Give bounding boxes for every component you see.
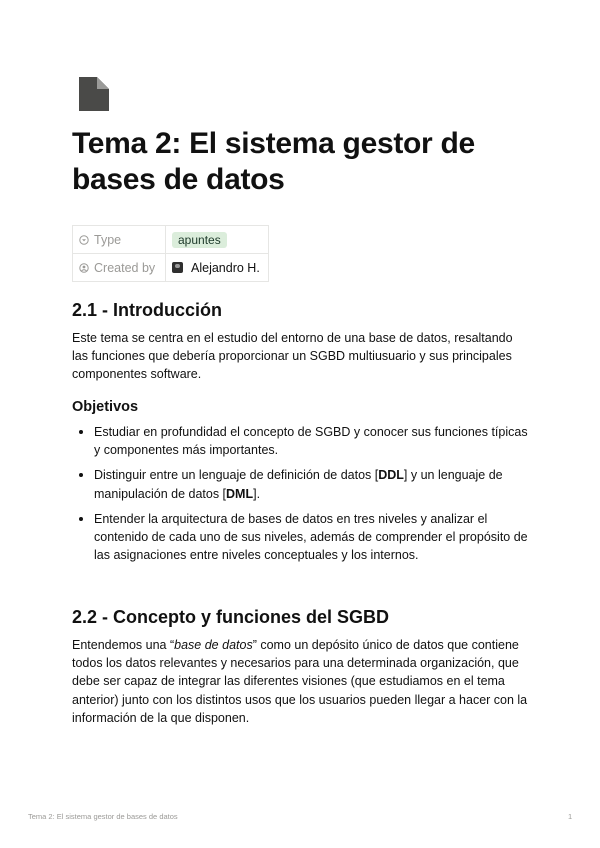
footer-title: Tema 2: El sistema gestor de bases de datos bbox=[28, 812, 178, 821]
author-name: Alejandro H. bbox=[191, 260, 260, 275]
list-item-text: Estudiar en profundidad el concepto de SGBD y conocer sus funciones típicas y componentes más importantes. bbox=[94, 425, 528, 458]
dml-term: DML bbox=[226, 486, 254, 501]
list-item-text: Distinguir entre un lenguaje de definición de datos [ bbox=[94, 468, 379, 483]
paragraph-text: ” como un depósito único de datos que contiene todos los datos relevantes y necesarios para una determinada organización, que debe ser capaz de integrar las diferentes visiones (que estudiamos en el tema anterior) junto con los distintos usos que los usuarios pueden llegar a hacer con la información de la que disponen. bbox=[72, 638, 528, 725]
properties-table bbox=[72, 225, 269, 282]
property-value-type[interactable] bbox=[166, 226, 269, 254]
property-key-type[interactable] bbox=[73, 226, 166, 254]
list-item-text: ]. bbox=[253, 486, 261, 501]
ddl-term: DDL bbox=[378, 468, 404, 483]
select-icon bbox=[79, 235, 89, 245]
property-key-created-by[interactable] bbox=[73, 254, 166, 282]
list-item bbox=[72, 510, 532, 565]
property-key-label: Type bbox=[94, 232, 122, 247]
document-icon bbox=[79, 77, 109, 111]
section-heading-concepto: 2.2 - Concepto y funciones del SGBD bbox=[72, 607, 390, 627]
person-icon bbox=[79, 263, 89, 273]
concept-paragraph bbox=[72, 636, 532, 727]
footer-page-number: 1 bbox=[568, 812, 573, 821]
paragraph-text: Entendemos una “ bbox=[72, 638, 175, 652]
type-tag: apuntes bbox=[172, 232, 227, 248]
objectives-list bbox=[72, 423, 532, 571]
intro-paragraph: Este tema se centra en el estudio del entorno de una base de datos, resaltando las funciones que debería proporcionar un SGBD multiusuario y sus principales componentes software. bbox=[72, 331, 513, 382]
property-key-label: Created by bbox=[94, 260, 156, 275]
list-item bbox=[72, 423, 532, 459]
property-value-created-by[interactable] bbox=[166, 254, 269, 282]
list-item-text: Entender la arquitectura de bases de datos en tres niveles y analizar el contenido de cada uno de sus niveles, además de comprender el propósito de las asignaciones entre niveles conceptuales y los internos. bbox=[94, 511, 528, 563]
list-item bbox=[72, 466, 532, 502]
section-heading-introduccion: 2.1 - Introducción bbox=[72, 300, 223, 320]
list-item-text: ] y un lenguaje de manipulación de datos [ bbox=[94, 468, 503, 501]
property-row-type bbox=[73, 226, 269, 254]
italic-term: base de datos bbox=[174, 638, 253, 652]
page-title: Tema 2: El sistema gestor de bases de datos bbox=[72, 127, 475, 196]
objectives-heading: Objetivos bbox=[72, 399, 139, 415]
property-row-created-by bbox=[73, 254, 269, 282]
avatar bbox=[172, 262, 183, 273]
